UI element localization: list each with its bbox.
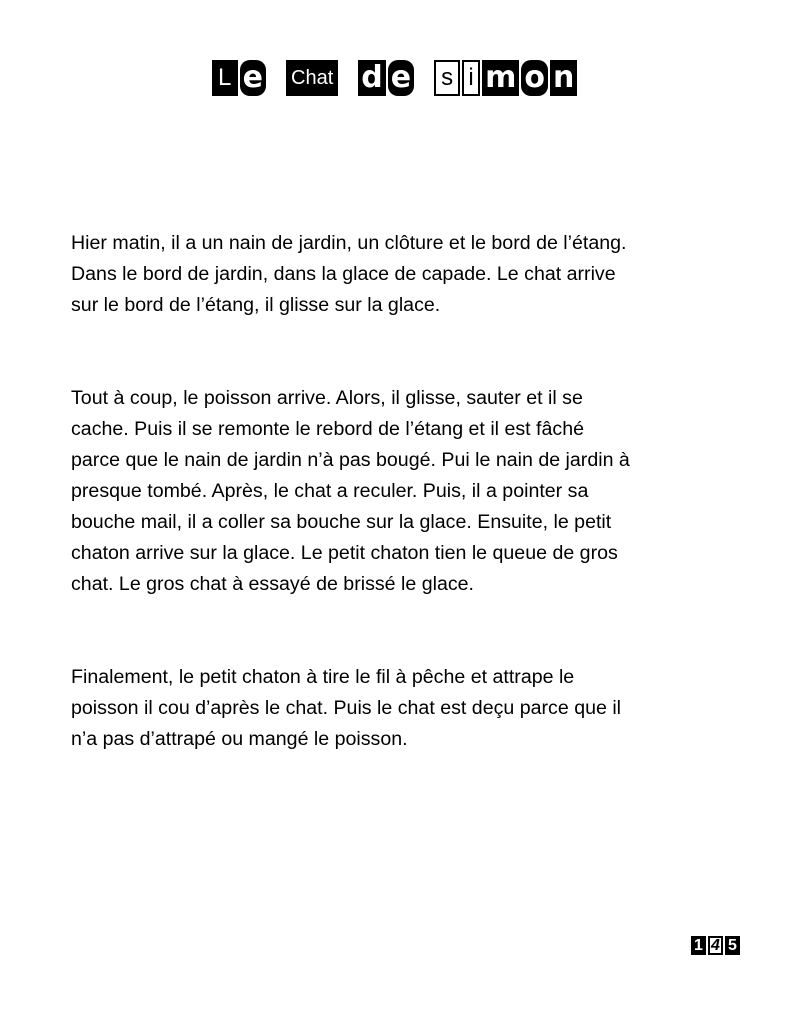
page-number-digit: 4 xyxy=(708,936,723,955)
title-letter: m xyxy=(482,60,519,96)
title-word-simon xyxy=(434,60,579,96)
title-letter: d xyxy=(358,60,385,96)
story-body xyxy=(71,228,751,817)
title-letter: i xyxy=(462,60,480,96)
paragraph-intro: Hier matin, il a un nain de jardin, un clôture et le bord de l’étang. Dans le bord de jardin, dans la glace de capade. Le chat arrive sur le bord de l’étang, il glisse sur la glace. xyxy=(71,232,627,316)
title-letter: Chat xyxy=(286,60,338,96)
title-word-le xyxy=(212,60,268,96)
title-letter: o xyxy=(521,60,548,96)
page-title xyxy=(0,60,791,96)
title-letter: e xyxy=(388,60,414,96)
paragraph-ending: Finalement, le petit chaton à tire le fil à pêche et attrape le poisson il cou d’après le chat. Puis le chat est deçu parce que il n’a pas d’attrapé ou mangé le poisson. xyxy=(71,666,622,750)
page-number xyxy=(689,936,740,955)
title-word-chat xyxy=(286,60,340,96)
page-number-digit: 1 xyxy=(691,936,706,955)
title-letter: L xyxy=(212,60,238,96)
title-word-de xyxy=(358,60,416,96)
paragraph-middle: Tout à coup, le poisson arrive. Alors, il glisse, sauter et il se cache. Puis il se remonte le rebord de l’étang et il est fâché parce que le nain de jardin n’à pas bougé. Pui le nain de jardin à presque tombé. Après, le chat a reculer. Puis, il a pointer sa bouche mail, il a coller sa bouche sur la glace. Ensuite, le petit chaton arrive sur la glace. Le petit chaton tien le queue de gros chat. Le gros chat à essayé de brissé le glace. xyxy=(71,387,630,595)
title-letter: n xyxy=(550,60,577,96)
page-number-digit: 5 xyxy=(725,936,740,955)
title-letter: e xyxy=(240,60,266,96)
title-letter: s xyxy=(434,60,460,96)
